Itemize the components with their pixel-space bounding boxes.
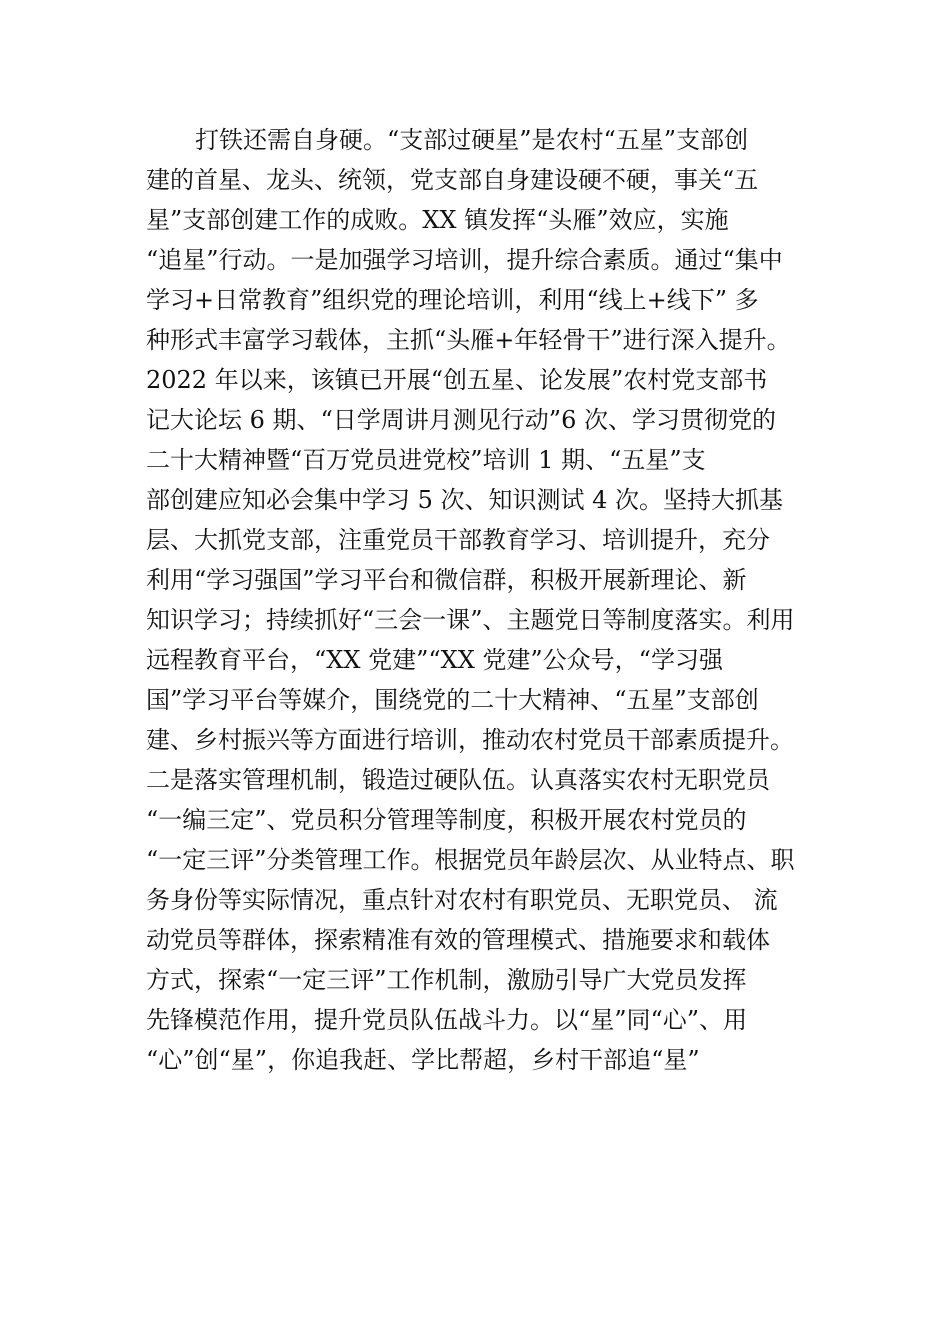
text-line: 种形式丰富学习载体，主抓“头雁+年轻骨干”进行深入提升。 — [146, 326, 791, 354]
text-line: “追星”行动。一是加强学习培训，提升综合素质。通过“集中 — [146, 246, 783, 274]
text-line: “心”创“星”，你追我赶、学比帮超，乡村干部追“星” — [146, 1046, 700, 1074]
text-line: 记大论坛 6 期、“日学周讲月测见行动”6 次、学习贯彻党的 — [146, 406, 776, 434]
text-line: 远程教育平台，“XX 党建”“XX 党建”公众号，“学习强 — [146, 646, 723, 674]
text-line: 知识学习；持续抓好“三会一课”、主题党日等制度落实。利用 — [146, 606, 795, 634]
text-line: 务身份等实际情况，重点针对农村有职党员、无职党员、 流 — [146, 886, 778, 914]
text-line: 部创建应知必会集中学习 5 次、知识测试 4 次。坚持大抓基 — [146, 486, 784, 514]
body-paragraph — [146, 120, 846, 1080]
text-line: “一定三评”分类管理工作。根据党员年龄层次、从业特点、职 — [146, 846, 795, 874]
text-line: 层、大抓党支部，注重党员干部教育学习、培训提升，充分 — [146, 526, 770, 554]
text-line: 2022 年以来，该镇已开展“创五星、论发展”农村党支部书 — [146, 366, 768, 394]
text-line: 动党员等群体，探索精准有效的管理模式、措施要求和载体 — [146, 926, 770, 954]
text-line: 国”学习平台等媒介，围绕党的二十大精神、“五星”支部创 — [146, 686, 759, 714]
text-line: 星”支部创建工作的成败。XX 镇发挥“头雁”效应，实施 — [146, 206, 729, 234]
text-line: 学习+日常教育”组织党的理论培训，利用“线上+线下” 多 — [146, 286, 759, 314]
text-line: 利用“学习强国”学习平台和微信群，积极开展新理论、新 — [146, 566, 747, 594]
text-line: “一编三定”、党员积分管理等制度，积极开展农村党员的 — [146, 806, 747, 834]
text-line: 建的首星、龙头、统领，党支部自身建设硬不硬，事关“五 — [146, 166, 759, 194]
text-line: 建、乡村振兴等方面进行培训，推动农村党员干部素质提升。 — [146, 726, 794, 754]
text-line: 打铁还需自身硬。“支部过硬星”是农村“五星”支部创 — [195, 126, 749, 154]
text-line: 二十大精神暨“百万党员进党校”培训 1 期、“五星”支 — [146, 446, 706, 474]
text-line: 二是落实管理机制，锻造过硬队伍。认真落实农村无职党员 — [146, 766, 770, 794]
text-line: 先锋模范作用，提升党员队伍战斗力。以“星”同“心”、用 — [146, 1006, 748, 1034]
text-line: 方式，探索“一定三评”工作机制，激励引导广大党员发挥 — [146, 966, 747, 994]
